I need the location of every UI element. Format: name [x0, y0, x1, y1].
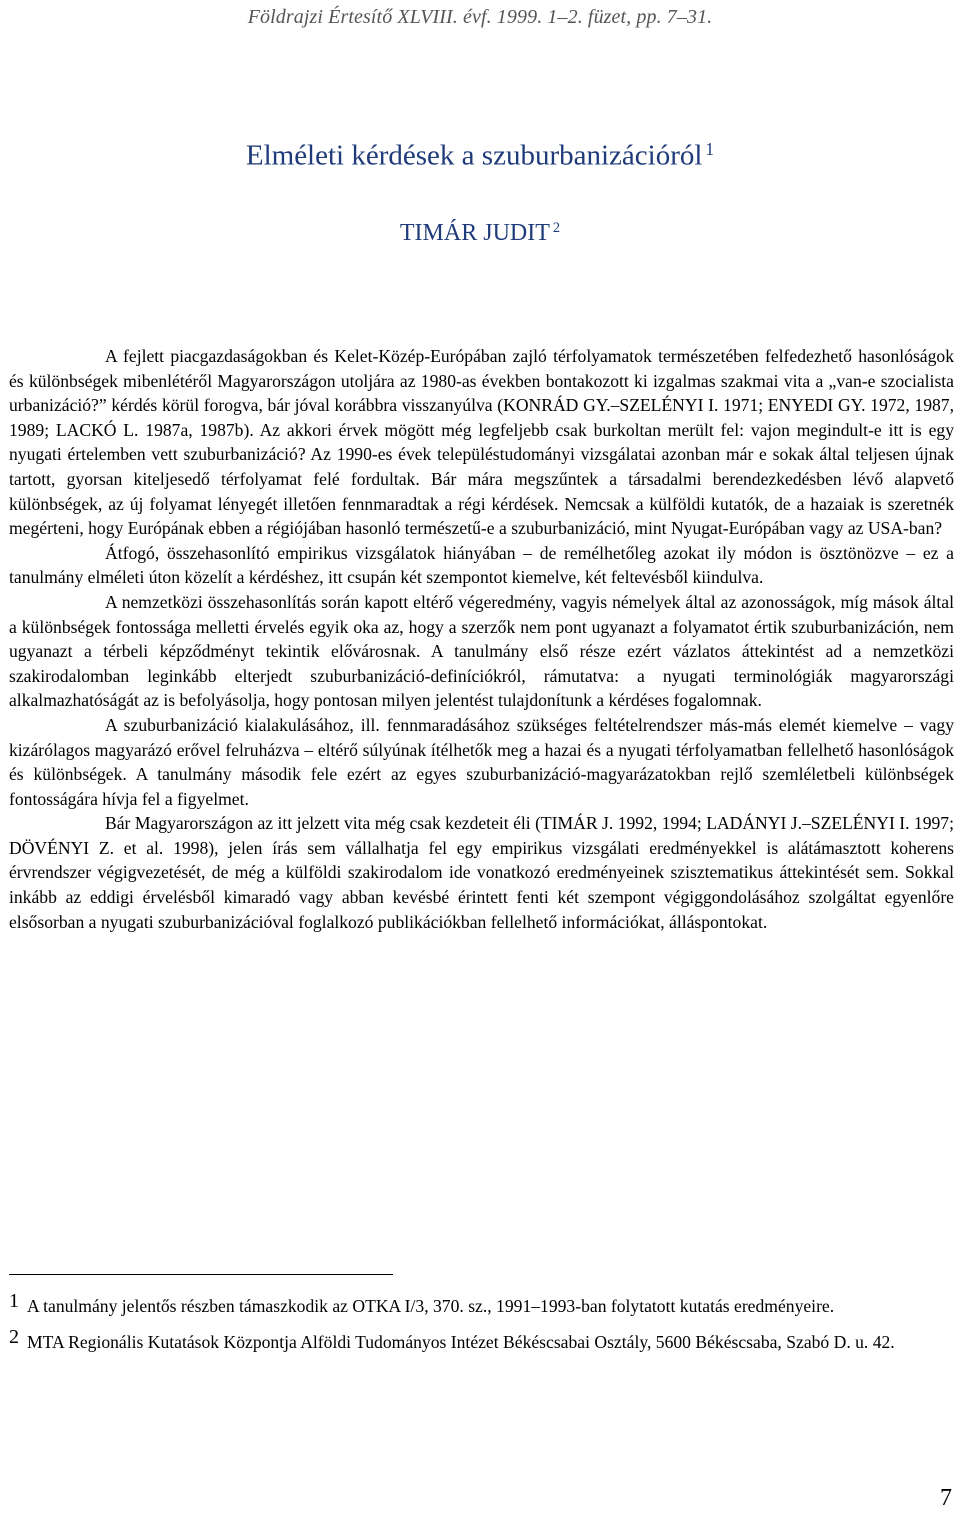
footnote-item — [9, 1288, 954, 1324]
author-name: TIMÁR JUDIT — [399, 220, 550, 246]
footnote-text: MTA Regionális Kutatások Központja Alföldi Tudományos Intézet Békéscsabai Osztály, 5600 Békéscsaba, Szabó D. u. 42. — [27, 1332, 895, 1352]
title-footnote-marker: 1 — [705, 139, 715, 159]
page-number: 7 — [940, 1485, 952, 1511]
footnote-number: 1 — [9, 1290, 19, 1312]
article-title — [0, 139, 960, 173]
footnote-item — [9, 1324, 954, 1360]
footnote-divider — [9, 1274, 393, 1275]
footnotes — [9, 1288, 954, 1360]
footnote-number: 2 — [9, 1326, 19, 1348]
article-title-text: Elméleti kérdések a szuburbanizációról — [245, 139, 703, 172]
author-footnote-marker: 2 — [552, 220, 561, 237]
article-body — [9, 344, 954, 934]
paragraph-scope: Bár Magyarországon az itt jelzett vita még csak kezdeteit éli (TIMÁR J. 1992, 1994; LADÁNYI J.–SZELÉNYI I. 1997; DÖVÉNYI Z. et al. 1998), jelen írás sem vállalhatja fel egy empirikus vizsgálati eredményekkel is alátámasztott koherens érvrendszer végigvezetését, de még a külföldi szakirodalom ide vonatkozó eredményeinek szisztematikus áttekintését sem. Sokkal inkább az eddigi érvelésből kimaradó vagy abban kevésbé érintett fenti két szempont végiggondolásához szolgáltat egyenlőre elsősorban a nyugati szuburbanizációval foglalkozó publikációkban fellelhető információkat, álláspontokat. — [9, 813, 954, 932]
paragraph-approach: Átfogó, összehasonlító empirikus vizsgálatok hiányában – de remélhetőleg azokat ily módon is ösztönözve – ez a tanulmány elméleti úton közelít a kérdéshez, itt csupán két szempontot kiemelve, két feltevésből kiindulva. — [9, 542, 954, 588]
journal-citation-header: Földrajzi Értesítő XLVIII. évf. 1999. 1–2. füzet, pp. 7–31. — [247, 6, 713, 28]
article-author — [0, 220, 960, 247]
paragraph-explanations: A szuburbanizáció kialakulásához, ill. fennmaradásához szükséges feltételrendszer más-más elemét kiemelve – vagy kizárólagos magyarázó erővel felruházva – eltérő súlyúnak ítélhetők meg a hazai és a nyugati térfolyamatban fellelhető hasonlóságok és különbségek. A tanulmány második fele ezért az egyes szuburbanizáció-magyarázatokban rejlő szemléletbeli különbségek fontosságára hívja fel a figyelmet. — [9, 714, 954, 809]
footnote-text: A tanulmány jelentős részben támaszkodik az OTKA I/3, 370. sz., 1991–1993-ban folytatott kutatás eredményeire. — [27, 1296, 835, 1316]
paragraph-definitions: A nemzetközi összehasonlítás során kapott eltérő végeredmény, vagyis némelyek által az azonosságok, míg mások által a különbségek fontossága melletti érvelés egyik oka az, hogy a szerzők nem pont ugyanazt a folyamatot értik szuburbanizáción, nem ugyanazt a térbeli képződményt tekintik elővárosnak. A tanulmány első része ezért vázlatos áttekintést ad a nemzetközi szakirodalomban leginkább elterjedt szuburbanizáció-definíciókról, rámutatva: a nyugati terminológiák magyarországi alkalmazhatóságát az is befolyásolja, hogy pontosan milyen jelentést tulajdonítunk a kérdéses fogalomnak. — [9, 591, 954, 711]
paragraph-intro: A fejlett piacgazdaságokban és Kelet-Közép-Európában zajló térfolyamatok természetében felfedezhető hasonlóságok és különbségek mibenlétéről Magyarországon utoljára az 1980-as években bontakozott ki izgalmas szakmai vita a „van-e szocialista urbanizáció?” kérdés körül forogva, bár jóval korábbra visszanyúlva (KONRÁD GY.–SZELÉNYI I. 1971; ENYEDI GY. 1972, 1987, 1989; LACKÓ L. 1987a, 1987b). Az akkori érvek mögött még legfeljebb csak burkoltan merült fel: vajon megindult-e itt is egy nyugati értelemben vett szuburbanizáció? Az 1990-es évek településtudományi vizsgálatai azonban már e sokak által teljesen újnak tartott, gyorsan kiteljesedő térfolyamat felé fordultak. Bár mára megszűntek a társadalmi berendezkedésben lévő alapvető különbségek, az új folyamat lényegét illetően fennmaradtak a régi kérdések. Nemcsak a külföldi kutatók, de a hazaiak is szeretnék megérteni, hogy Európának ebben a régiójában hasonló természetű-e a szuburbanizáció, mint Nyugat-Európában vagy az USA-ban? — [9, 346, 954, 539]
